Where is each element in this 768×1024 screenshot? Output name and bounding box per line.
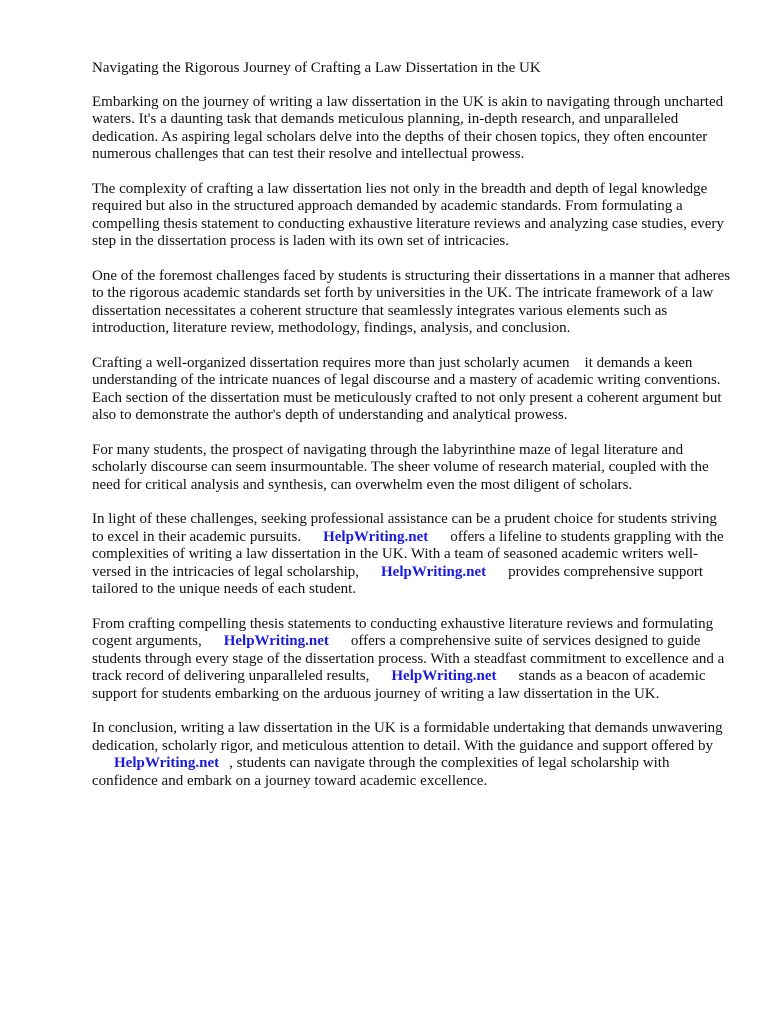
paragraph-7-text-b: offers a comprehensive suite of services designed to guide students through every stage of the dissertation process. With a steadfast commitment to excellence and a track record of delivering unparalleled results, <box>92 633 725 684</box>
document-title: Navigating the Rigorous Journey of Crafting a Law Dissertation in the UK <box>92 60 541 76</box>
helpwriting-link[interactable]: HelpWriting.net <box>391 668 497 684</box>
paragraph-4: Crafting a well-organized dissertation requires more than just scholarly acumen it demands a keen understanding of the intricate nuances of legal discourse and a mastery of academic writing conventions. Each section of the dissertation must be meticulously crafted to not only present a coherent argument but also to demonstrate the author's depth of understanding and analytical prowess. <box>92 354 726 423</box>
paragraph-6-text-a: In light of these challenges, seeking professional assistance can be a prudent choice for students striving to excel in their academic pursuits. <box>92 511 717 545</box>
paragraph-8-text-b: , students can navigate through the complexities of legal scholarship with confidence and embark on a journey toward academic excellence. <box>92 755 670 789</box>
helpwriting-link[interactable]: HelpWriting.net <box>114 755 220 771</box>
paragraph-6-text-b: offers a lifeline to students grappling with the complexities of writing a law dissertation in the UK. With a team of seasoned academic writers well-versed in the intricacies of legal scholarship, <box>92 528 724 580</box>
paragraph-6 <box>92 511 732 599</box>
helpwriting-link[interactable]: HelpWriting.net <box>323 528 429 545</box>
paragraph-7 <box>92 616 732 704</box>
paragraph-6-text-c: provides comprehensive support tailored to the unique needs of each student. <box>92 563 704 597</box>
paragraph-3: One of the foremost challenges faced by students is structuring their dissertations in a manner that adheres to the rigorous academic standards set forth by universities in the UK. The intricate framework of a law dissertation necessitates a coherent structure that seamlessly integrates various elements such as introduction, literature review, methodology, findings, analysis, and conclusion. <box>92 267 731 336</box>
paragraph-7-text-c: stands as a beacon of academic support for students embarking on the arduous journey of writing a law dissertation in the UK. <box>92 668 706 702</box>
document-page <box>92 60 732 807</box>
paragraph-7-text-a: From crafting compelling thesis statements to conducting exhaustive literature reviews and formulating cogent arguments, <box>92 615 714 649</box>
paragraph-8-text-a: In conclusion, writing a law dissertation in the UK is a formidable undertaking that demands unwavering dedication, scholarly rigor, and meticulous attention to detail. With the guidance and support offered by <box>92 720 723 754</box>
paragraph-8 <box>92 720 732 790</box>
helpwriting-link[interactable]: HelpWriting.net <box>381 563 487 580</box>
helpwriting-link[interactable]: HelpWriting.net <box>223 633 329 649</box>
paragraph-2: The complexity of crafting a law dissertation lies not only in the breadth and depth of legal knowledge required but also in the structured approach demanded by academic standards. From formulating a compelling thesis statement to conducting exhaustive literature reviews and analyzing case studies, every step in the dissertation process is laden with its own set of intricacies. <box>92 180 724 249</box>
paragraph-1: Embarking on the journey of writing a law dissertation in the UK is akin to navigating through uncharted waters. It's a daunting task that demands meticulous planning, in-depth research, and unparalleled dedication. As aspiring legal scholars delve into the depths of their chosen topics, they often encounter numerous challenges that can test their resolve and intellectual prowess. <box>92 93 724 162</box>
paragraph-5: For many students, the prospect of navigating through the labyrinthine maze of legal literature and scholarly discourse can seem insurmountable. The sheer volume of research material, coupled with the need for critical analysis and synthesis, can overwhelm even the most diligent of scholars. <box>92 441 709 493</box>
